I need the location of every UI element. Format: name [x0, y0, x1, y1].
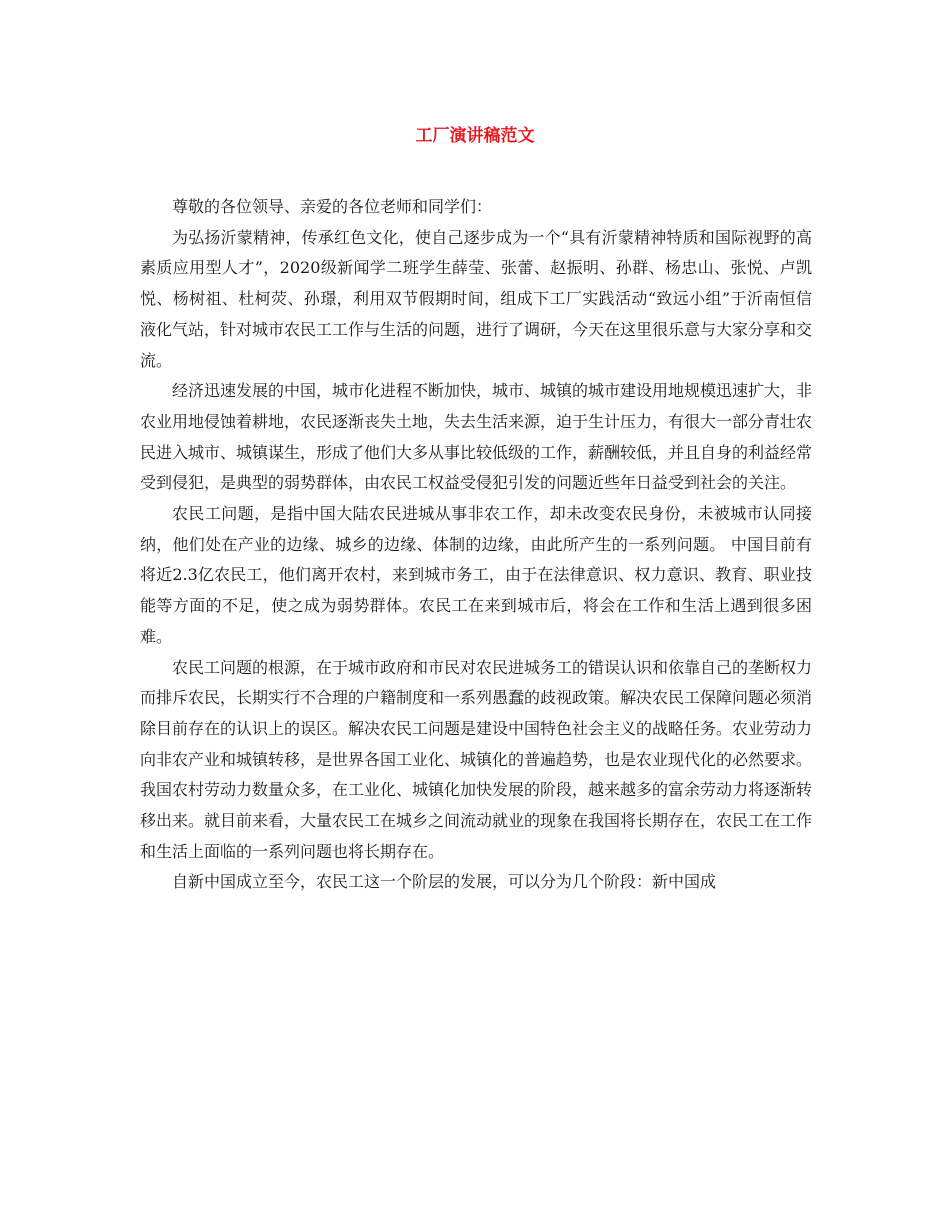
paragraph-2: 经济迅速发展的中国，城市化进程不断加快，城市、城镇的城市建设用地规模迅速扩大，非农业用地侵蚀着耕地，农民逐渐丧失土地，失去生活来源，迫于生计压力，有很大一部分青壮农民进入城市、城镇谋生，形成了他们大多从事比较低级的工作，薪酬较低，并且自身的利益经常受到侵犯，是典型的弱势群体，由农民工权益受侵犯引发的问题近些年日益受到社会的关注。 — [140, 381, 813, 493]
document-body — [140, 192, 812, 898]
paragraph-4: 农民工问题的根源，在于城市政府和市民对农民进城务工的错误认识和依靠自己的垄断权力而排斥农民，长期实行不合理的户籍制度和一系列愚蠢的歧视政策。解决农民工保障问题必须消除目前存在的认识上的误区。解决农民工问题是建设中国特色社会主义的战略任务。农业劳动力向非农产业和城镇转移，是世界各国工业化、城镇化的普遍趋势，也是农业现代化的必然要求。我国农村劳动力数量众多，在工业化、城镇化加快发展的阶段，越来越多的富余劳动力将逐渐转移出来。就目前来看，大量农民工在城乡之间流动就业的现象在我国将长期存在，农民工在工作和生活上面临的一系列问题也将长期存在。 — [140, 657, 813, 861]
paragraph-5: 自新中国成立至今，农民工这一个阶层的发展，可以分为几个阶段：新中国成 — [172, 872, 717, 892]
document-title: 工厂演讲稿范文 — [415, 126, 535, 146]
paragraph-salutation: 尊敬的各位领导、亲爱的各位老师和同学们： — [172, 197, 493, 216]
paragraph-3: 农民工问题，是指中国大陆农民进城从事非农工作，却未改变农民身份，未被城市认同接纳，他们处在产业的边缘、城乡的边缘、体制的边缘，由此所产生的一系列问题。 中国目前有将近2.3亿农民工，他们离开农村，来到城市务工，由于在法律意识、权力意识、教育、职业技能等方面的不足，使之成为弱势群体。农民工在来到城市后，将会在工作和生活上遇到很多困难。 — [140, 504, 812, 646]
paragraph-1: 为弘扬沂蒙精神，传承红色文化，使自己逐步成为一个“具有沂蒙精神特质和国际视野的高素质应用型人才”，2020级新闻学二班学生薛莹、张蕾、赵振明、孙群、杨忠山、张悦、卢凯悦、杨树祖、杜柯荧、孙璟，利用双节假期时间，组成下工厂实践活动“致远小组”于沂南恒信液化气站，针对城市农民工工作与生活的问题，进行了调研，今天在这里很乐意与大家分享和交流。 — [140, 227, 813, 370]
